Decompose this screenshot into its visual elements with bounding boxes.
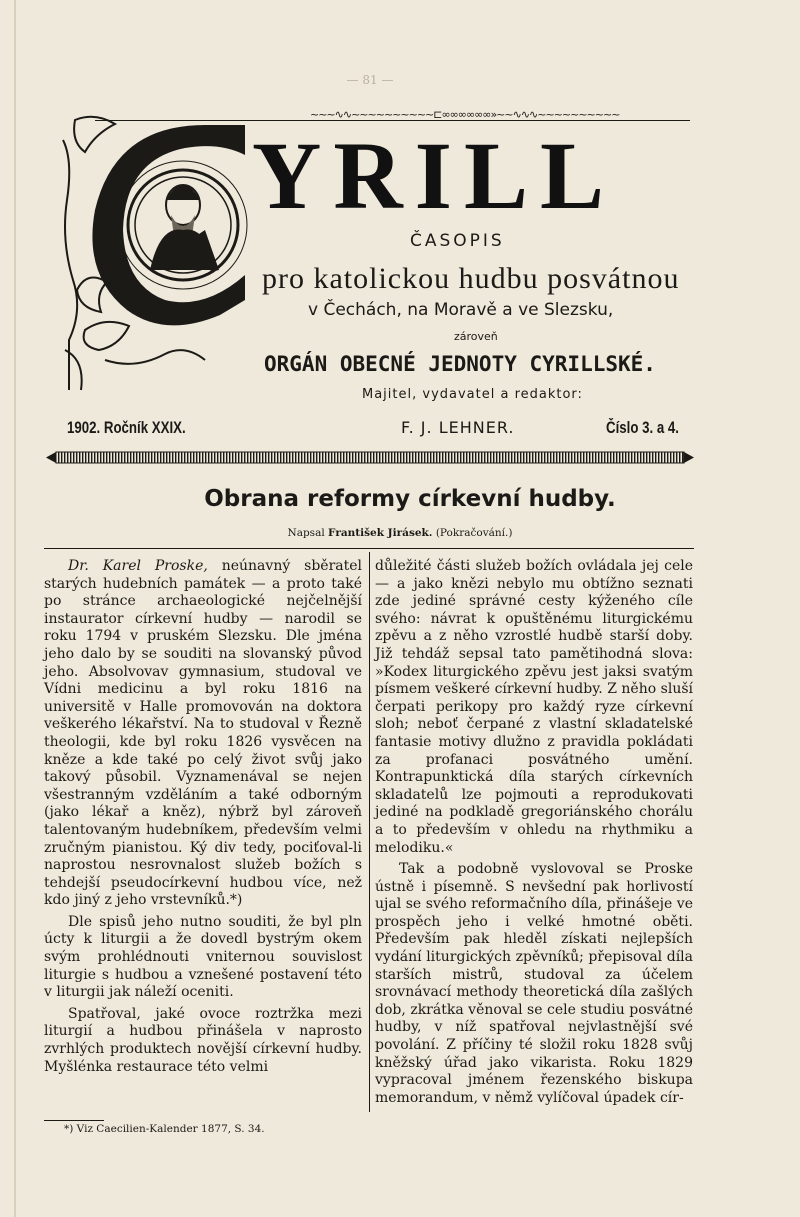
page-edge: [14, 0, 16, 1217]
left-paragraph-3: Spatřoval, jaké ovoce roztržka mezi liturgií a hudbou přinášela v naprosto zvrhlých produktech novější církevní hudby. Myšlénka restaurace této velmi: [44, 1005, 362, 1075]
left-column: [44, 558, 362, 1080]
right-paragraph-2: Tak a podobně vyslovoval se Proske ústně i písemně. S nevšední pak horlivostí ujal se svého reformačního díla, přinášeje ve prospěch jeho i velké hmotné oběti. Především pak hleděl získati nejlepších vydání liturgických zpěvníků; přepisoval díla starších mistrů, studoval za účelem srovnávací methody theoretická díla zašlých dob, zkrátka věnoval se cele studiu posvátné hudby, v níž spatřoval nejvlastnější své povolání. Z příčiny té složil roku 1828 svůj kněžský úřad jako vikarista. Roku 1829 vypracoval jménem řezenského biskupa memorandum, v němž vylíčoval úpadek cír-: [375, 861, 693, 1106]
byline-author: František Jirásek.: [328, 527, 433, 539]
year-volume: 1902. Ročník XXIX.: [67, 418, 186, 437]
proske-name: Dr. Karel Proske,: [68, 558, 208, 574]
masthead-flourish: ~~~∿∿~~~~~~~~~~⊏∞∞∞∞∞∞»~~∿∿∿~~~~~~~~~~: [310, 108, 620, 121]
subtitle-region: v Čechách, na Moravě a ve Slezsku,: [308, 300, 614, 320]
column-top-rule: [44, 548, 694, 549]
column-divider: [369, 552, 370, 1112]
article-title: Obrana reformy církevní hudby.: [204, 486, 616, 512]
owner-label: Majitel, vydavatel a redaktor:: [362, 387, 583, 402]
byline-prefix: Napsal: [287, 527, 325, 539]
left-paragraph-2: Dle spisů jeho nutno souditi, že byl pln úcty k liturgii a že dovedl bystrým okem svým prohlédnouti vniternou souvislost liturgie s hudbou a vznešené postavení této v liturgii jak náleží oceniti.: [44, 913, 362, 1001]
subtitle-hudbu: pro katolickou hudbu posvátnou: [262, 262, 680, 295]
footnote: *) Viz Caecilien-Kalender 1877, S. 34.: [64, 1123, 265, 1135]
initial-c-ornament: [55, 110, 250, 400]
right-column: [375, 558, 693, 1111]
page-number: — 81 —: [346, 73, 394, 87]
left-paragraph-1: [44, 558, 362, 910]
issue-number: Číslo 3. a 4.: [606, 418, 679, 437]
byline-suffix: (Pokračování.): [435, 527, 513, 539]
subtitle-organ: ORGÁN OBECNÉ JEDNOTY CYRILLSKÉ.: [264, 352, 656, 376]
subtitle-casopis: ČASOPIS: [410, 231, 505, 251]
journal-title: YRILL: [252, 122, 617, 229]
byline: [0, 527, 800, 539]
footnote-rule: [44, 1120, 104, 1121]
right-paragraph-1: důležité části služeb božích ovládala jej cele — a jako knězi nebylo mu obtížno seznati zde jediné správné cesty kýženého cíle svého: návrat k opuštěnému liturgickému zpěvu a z něho vzrostlé hudbě starší doby. Již tehdáž sepsal tato pamětihodná slova: »Kodex liturgického zpěvu jest jaksi svatým písmem veškeré církevní hudby. Z něho sluší čerpati perikopy pro každý ryze církevní sloh; neboť čerpané z vlastní skladatelské fantasie motivy dlužno z pravidla pokládati za profanaci posvátného umění. Kontrapunktická díla starých církevních skladatelů lze pojmouti a reprodukovati jediné na podkladě gregoriánského chorálu a to především v ohledu na rhythmiku a melodiku.«: [375, 558, 693, 856]
left-paragraph-1-text: neúnavný sběratel starých hudebních památek — a proto také po stránce archaeologické nejčelnější instaurator církevní hudby — narodil se roku 1794 v pruském Slezsku. Dle jména jeho dalo by se souditi na slovanský původ jeho. Absolvovav gymnasium, studoval ve Vídni medicinu a byl roku 1816 na universitě v Halle promovován na doktora veškerého lékařství. Na to studoval v Řezně theologii, kde byl roku 1826 vysvěcen na kněze a kde také po celý život svůj jako takový působil. Vyznamenával se nejen všestranným vzděláním a také odborným (jako lékař a kněz), nýbrž byl zároveň talentovaným hudebníkem, především velmi zručným pianistou. Ký div tedy, pociťoval-li naprostou nesrovnalost služeb božích s tehdejší pseudocírkevní hudbou více, než kdo jiný z jeho vrstevníků.*): [44, 558, 362, 909]
subtitle-zaroven: zároveň: [454, 330, 498, 343]
editor-name: F. J. LEHNER.: [401, 418, 515, 437]
hatched-divider: [46, 451, 694, 464]
